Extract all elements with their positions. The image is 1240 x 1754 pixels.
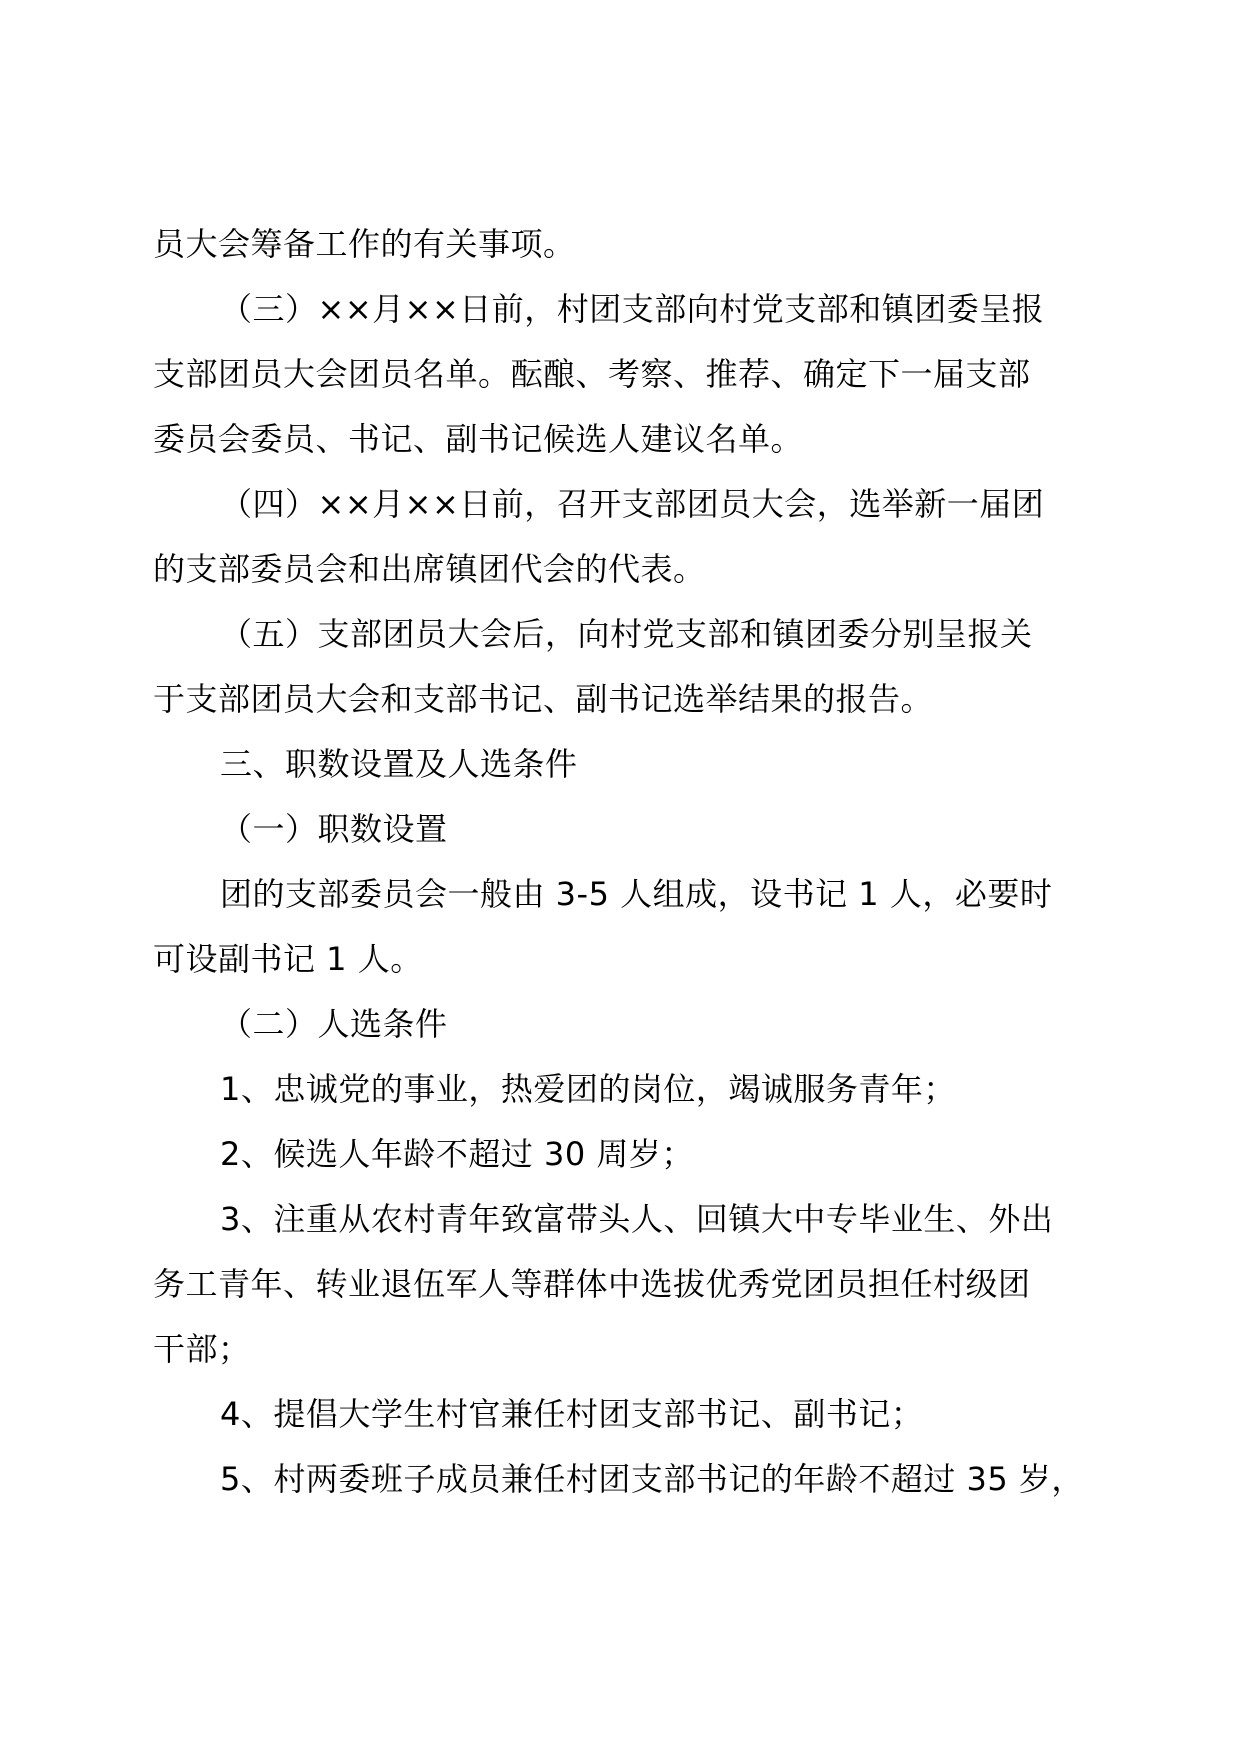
document-body: [153, 212, 1093, 1512]
list-item-5: 5、村两委班子成员兼任村团支部书记的年龄不超过 35 岁，: [220, 1460, 1084, 1498]
list-item-3-cont-2: 干部；: [153, 1330, 251, 1368]
section-heading-3: 三、职数设置及人选条件: [220, 745, 578, 783]
list-item-4: 4、提倡大学生村官兼任村团支部书记、副书记；: [220, 1395, 924, 1433]
text-line-7: （五）支部团员大会后，向村党支部和镇团委分别呈报关: [220, 615, 1033, 653]
subheading-1: （一）职数设置: [220, 810, 448, 848]
text-line-5: （四）××月××日前，召开支部团员大会，选举新一届团: [220, 485, 1045, 523]
text-line-2: （三）××月××日前，村团支部向村党支部和镇团委呈报: [220, 290, 1045, 328]
text-line-3: 支部团员大会团员名单。酝酿、考察、推荐、确定下一届支部: [153, 355, 1031, 393]
list-item-2: 2、候选人年龄不超过 30 周岁；: [220, 1135, 694, 1173]
text-line-1: 员大会筹备工作的有关事项。: [153, 225, 576, 263]
list-item-3-cont-1: 务工青年、转业退伍军人等群体中选拔优秀党团员担任村级团: [153, 1265, 1031, 1303]
text-line-11: 团的支部委员会一般由 3-5 人组成，设书记 1 人，必要时: [220, 875, 1053, 913]
text-line-6: 的支部委员会和出席镇团代会的代表。: [153, 550, 706, 588]
subheading-2: （二）人选条件: [220, 1005, 448, 1043]
list-item-3: 3、注重从农村青年致富带头人、回镇大中专毕业生、外出: [220, 1200, 1054, 1238]
text-line-8: 于支部团员大会和支部书记、副书记选举结果的报告。: [153, 680, 934, 718]
text-line-4: 委员会委员、书记、副书记候选人建议名单。: [153, 420, 804, 458]
text-line-12: 可设副书记 1 人。: [153, 940, 423, 978]
list-item-1: 1、忠诚党的事业，热爱团的岗位，竭诚服务青年；: [220, 1070, 956, 1108]
